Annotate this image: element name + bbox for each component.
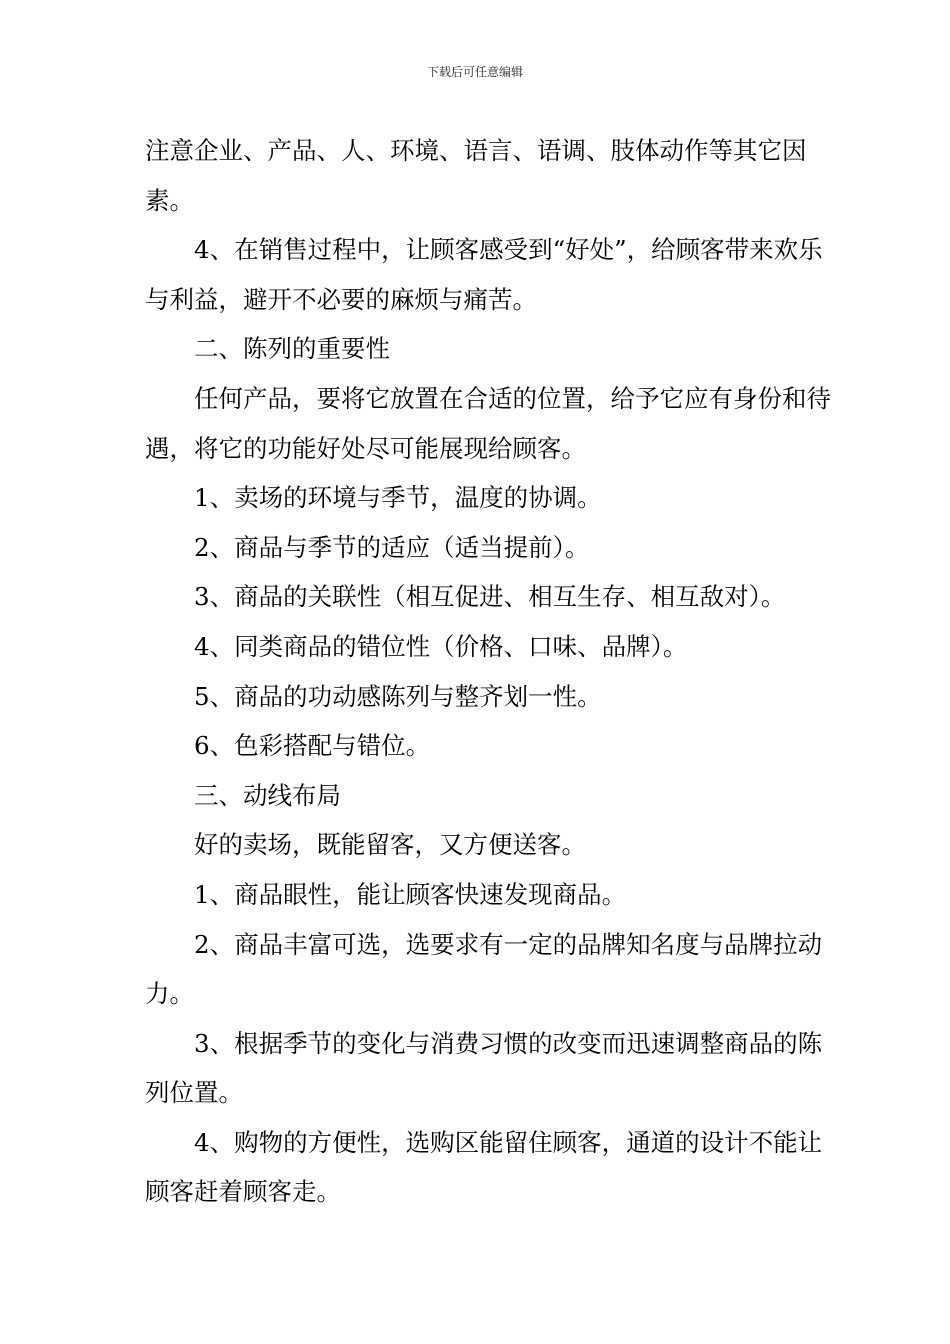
section-heading: 三、动线布局 (194, 780, 341, 810)
paragraph: 注意企业、产品、人、环境、语言、语调、肢体动作等其它因素。 (145, 136, 807, 215)
list-item: 1、卖场的环境与季节，温度的协调。 (194, 483, 602, 513)
list-item: 3、根据季节的变化与消费习惯的改变而迅速调整商品的陈列位置。 (145, 1028, 823, 1108)
page-header: 下载后可任意编辑 (426, 65, 523, 79)
document-body (145, 126, 835, 1217)
list-item: 5、商品的功动感陈列与整齐划一性。 (194, 681, 602, 711)
list-item: 4、同类商品的错位性（价格、口味、品牌）。 (194, 631, 688, 661)
list-item: 2、商品与季节的适应（适当提前）。 (194, 532, 590, 562)
list-item: 2、商品丰富可选，选要求有一定的品牌知名度与品牌拉动力。 (145, 929, 823, 1009)
list-item: 4、购物的方便性，选购区能留住顾客，通道的设计不能让顾客赶着顾客走。 (145, 1127, 823, 1207)
paragraph: 好的卖场，既能留客，又方便送客。 (194, 830, 586, 860)
paragraph: 任何产品，要将它放置在合适的位置，给予它应有身份和待遇，将它的功能好处尽可能展现给顾客。 (145, 383, 831, 463)
section-heading: 二、陈列的重要性 (194, 334, 390, 364)
list-item: 1、商品眼性，能让顾客快速发现商品。 (194, 879, 627, 909)
list-item: 3、商品的关联性（相互促进、相互生存、相互敌对）。 (194, 582, 786, 612)
paragraph: 4、在销售过程中，让顾客感受到“好处”，给顾客带来欢乐与利益，避开不必要的麻烦与痛苦。 (145, 235, 823, 314)
list-item: 6、色彩搭配与错位。 (194, 731, 431, 761)
